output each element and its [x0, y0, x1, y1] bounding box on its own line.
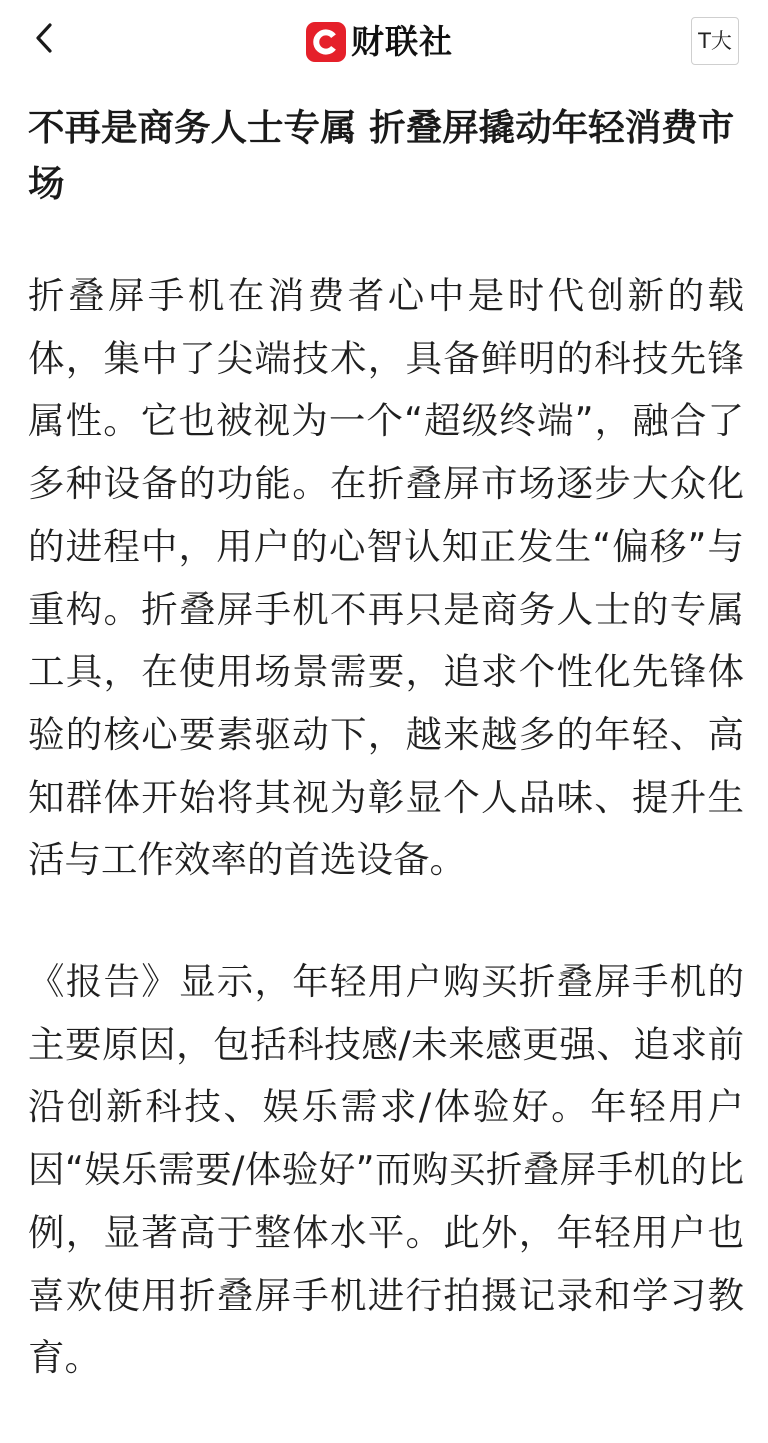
- font-size-button[interactable]: T大: [691, 17, 739, 65]
- app-logo: [306, 21, 453, 63]
- article-content: [28, 100, 744, 1390]
- back-button[interactable]: [26, 16, 66, 60]
- chevron-left-icon: [26, 16, 66, 60]
- article-paragraph: 折叠屏手机在消费者心中是时代创新的载体，集中了尖端技术，具备鲜明的科技先锋属性。它也被视为一个“超级终端”，融合了多种设备的功能。在折叠屏市场逐步大众化的进程中，用户的心智认知正发生“偏移”与重构。折叠屏手机不再只是商务人士的专属工具，在使用场景需要，追求个性化先锋体验的核心要素驱动下，越来越多的年轻、高知群体开始将其视为彰显个人品味、提升生活与工作效率的首选设备。: [28, 274, 744, 882]
- logo-text: 财联社: [351, 22, 453, 61]
- top-navigation-bar: [0, 0, 768, 84]
- logo-c-icon: [311, 27, 341, 57]
- article-paragraph: 《报告》显示，年轻用户购买折叠屏手机的主要原因，包括科技感/未来感更强、追求前沿创新科技、娱乐需求/体验好。年轻用户因“娱乐需要/体验好”而购买折叠屏手机的比例，显著高于整体水平。此外，年轻用户也喜欢使用折叠屏手机进行拍摄记录和学习教育。: [28, 960, 744, 1380]
- article-title: 不再是商务人士专属 折叠屏撬动年轻消费市场: [28, 106, 735, 205]
- logo-mark: [306, 22, 346, 62]
